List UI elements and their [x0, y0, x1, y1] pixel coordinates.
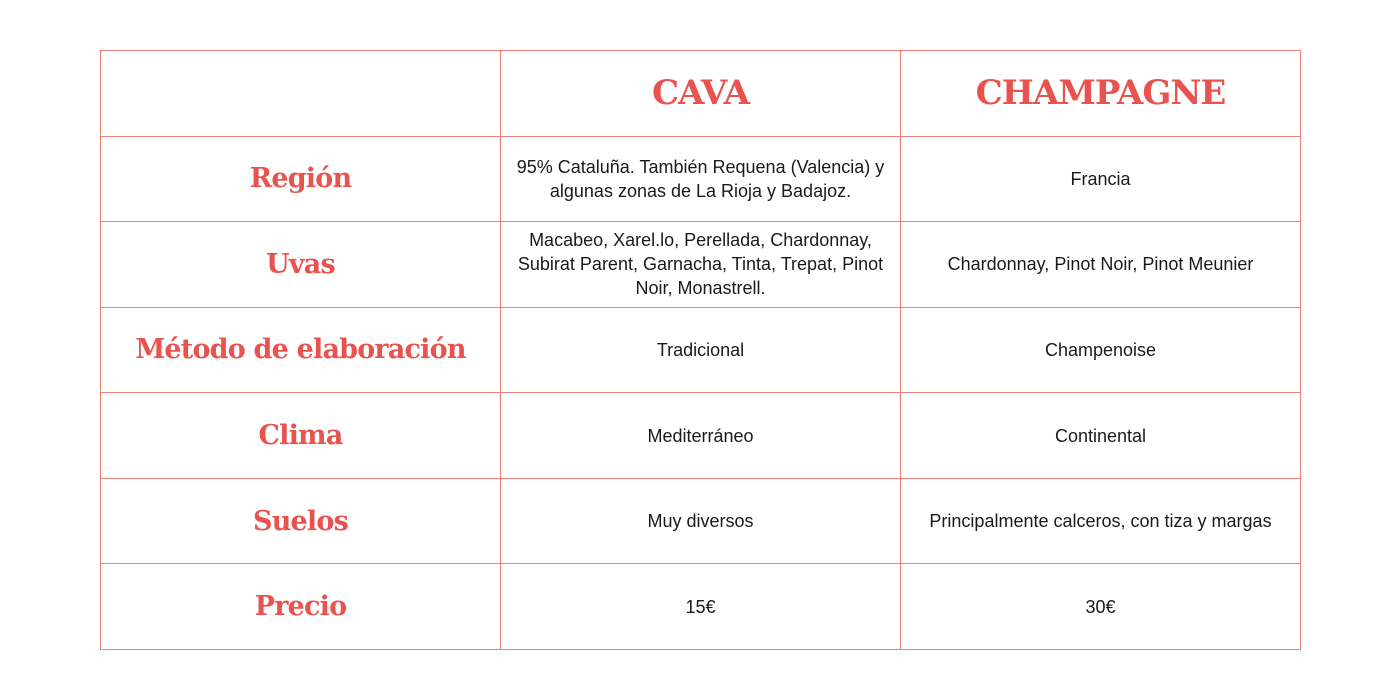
row-label-uvas: Uvas	[101, 222, 501, 308]
cava-value-metodo: Tradicional	[501, 307, 901, 393]
row-label-precio: Precio	[101, 564, 501, 650]
cava-value-region: 95% Cataluña. También Requena (Valencia) y algunas zonas de La Rioja y Badajoz.	[501, 136, 901, 222]
header-row	[101, 51, 1301, 137]
champagne-value-suelos: Principalmente calceros, con tiza y margas	[901, 478, 1301, 564]
champagne-value-region: Francia	[901, 136, 1301, 222]
header-cell-cava: CAVA	[501, 51, 901, 137]
table-row	[101, 393, 1301, 479]
cava-value-suelos: Muy diversos	[501, 478, 901, 564]
header-cell-champagne: CHAMPAGNE	[901, 51, 1301, 137]
table-row	[101, 564, 1301, 650]
table-row	[101, 307, 1301, 393]
comparison-table	[100, 50, 1301, 650]
table-row	[101, 136, 1301, 222]
champagne-value-precio: 30€	[901, 564, 1301, 650]
champagne-value-uvas: Chardonnay, Pinot Noir, Pinot Meunier	[901, 222, 1301, 308]
header-cell-empty	[101, 51, 501, 137]
cava-value-uvas: Macabeo, Xarel.lo, Perellada, Chardonnay, Subirat Parent, Garnacha, Tinta, Trepat, Pinot Noir, Monastrell.	[501, 222, 901, 308]
champagne-value-clima: Continental	[901, 393, 1301, 479]
row-label-region: Región	[101, 136, 501, 222]
row-label-clima: Clima	[101, 393, 501, 479]
table-row	[101, 222, 1301, 308]
champagne-value-metodo: Champenoise	[901, 307, 1301, 393]
table-row	[101, 478, 1301, 564]
row-label-metodo: Método de elaboración	[101, 307, 501, 393]
cava-value-clima: Mediterráneo	[501, 393, 901, 479]
cava-value-precio: 15€	[501, 564, 901, 650]
row-label-suelos: Suelos	[101, 478, 501, 564]
